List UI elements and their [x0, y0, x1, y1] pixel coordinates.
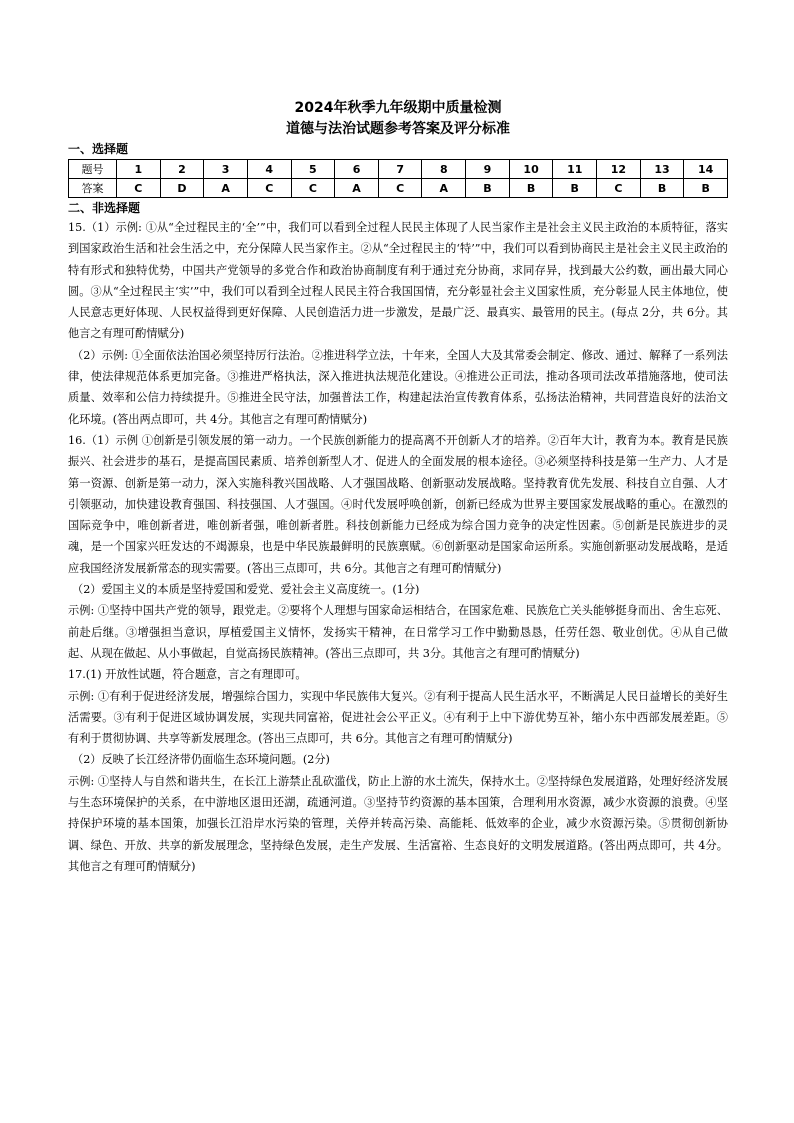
answer-cell: A [422, 179, 466, 198]
answer-cell: D [160, 179, 204, 198]
answer-cell: B [684, 179, 728, 198]
answer-paragraph-15-2: （2）示例: ①全面依法治国必须坚持厉行法治。②推进科学立法，十年来，全国人大及其常委会制定、修改、通过、解释了一系列法律，使法律规范体系更加完备。③推进严格执法，深入推进执法规范化建设。④推进公正司法，推动各项司法改革措施落地，使司法质量、效率和公信力持续提升。⑤推进全民守法，加强普法工作，构建起法治宣传教育体系，弘扬法治精神，共同营造良好的法治文化环境。(答出两点即可，共 4分。其他言之有理可酌情赋分) [68, 348, 728, 426]
question-number: 14 [684, 160, 728, 179]
answer-cell: C [378, 179, 422, 198]
page-title-line1: 2024年秋季九年级期中质量检测 [294, 100, 502, 116]
answer-paragraph-17-2: （2）反映了长江经济带仍面临生态环境问题。(2分) [72, 753, 330, 767]
answer-cell: B [553, 179, 597, 198]
question-number: 2 [160, 160, 204, 179]
question-number: 6 [335, 160, 379, 179]
answer-cell: A [335, 179, 379, 198]
answer-paragraph-15-1: 15.（1）示例: ①从“全过程民主的‘全’”中，我们可以看到全过程人民民主体现了人民当家作主是社会主义民主政治的本质特征，落实到国家政治生活和社会生活之中，充分保障人民当家作主。②从“全过程民主的‘特’”中，我们可以看到协商民主是社会主义民主政治的特有形式和独特优势，中国共产党领导的多党合作和政治协商制度有利于通过充分协商，求同存异，找到最大公约数，画出最大同心圆。③从“全过程民主‘实’”中，我们可以看到全过程人民民主符合我国国情，充分彰显社会主义国家性质，充分彰显人民主体地位，使人民意志更好体现、人民权益得到更好保障、人民创造活力进一步激发，是最广泛、最真实、最管用的民主。(每点 2分，共 6分。其他言之有理可酌情赋分) [68, 221, 728, 341]
answer-cell: B [640, 179, 684, 198]
question-number: 1 [117, 160, 161, 179]
answer-cell: C [247, 179, 291, 198]
answer-paragraph-17-1: 17.(1) 开放性试题，符合题意，言之有理即可。 [68, 668, 307, 682]
page-title-line2: 道德与法治试题参考答案及评分标准 [286, 121, 510, 137]
answer-paragraph-16-1: 16.（1）示例 ①创新是引领发展的第一动力。一个民族创新能力的提高离不开创新人才的培养。②百年大计，教育为本。教育是民族振兴、社会进步的基石，是提高国民素质、培养创新型人才、促进人的全面发展的根本途径。③必须坚持科技是第一生产力、人才是第一资源、创新是第一动力，深入实施科教兴国战略、人才强国战略、创新驱动发展战略。坚持教育优先发展、科技自立自强、人才引领驱动，加快建设教育强国、科技强国、人才强国。④时代发展呼唤创新，创新已经成为世界主要国家发展战略的重心。在激烈的国际竞争中，唯创新者进，唯创新者强，唯创新者胜。科技创新能力已经成为综合国力竞争的决定性因素。⑤创新是民族进步的灵魂，是一个国家兴旺发达的不竭源泉，也是中华民族最鲜明的民族禀赋。⑥创新驱动是国家命运所系。实施创新驱动发展战略，是适应我国经济发展新常态的现实需要。(答出三点即可，共 6分。其他言之有理可酌情赋分) [68, 433, 728, 575]
question-number-row [69, 160, 728, 179]
question-number: 7 [378, 160, 422, 179]
answer-sheet [68, 98, 728, 877]
answer-cell: C [291, 179, 335, 198]
section-heading-non-choice: 二、非选择题 [68, 201, 141, 215]
question-number: 10 [509, 160, 553, 179]
question-number: 5 [291, 160, 335, 179]
section-heading-choice: 一、选择题 [68, 142, 129, 156]
answer-cell: B [466, 179, 510, 198]
answer-row-label: 答案 [69, 179, 117, 198]
question-row-label: 题号 [69, 160, 117, 179]
question-number: 11 [553, 160, 597, 179]
question-number: 12 [597, 160, 641, 179]
answer-cell: A [204, 179, 248, 198]
answer-table [68, 159, 728, 198]
answer-paragraph-17-2-example: 示例: ①坚持人与自然和谐共生，在长江上游禁止乱砍滥伐，防止上游的水土流失，保持水土。②坚持绿色发展道路，处理好经济发展与生态环境保护的关系，在中游地区退田还湖，疏通河道。③坚持节约资源的基本国策，合理利用水资源，减少水资源的浪费。④坚持保护环境的基本国策，加强长江沿岸水污染的管理，关停并转高污染、高能耗、低效率的企业，减少水资源污染。⑤贯彻创新协调、绿色、开放、共享的新发展理念，坚持绿色发展，走生产发展、生活富裕、生态良好的文明发展道路。(答出两点即可，共 4分。其他言之有理可酌情赋分) [68, 774, 728, 873]
question-number: 13 [640, 160, 684, 179]
question-number: 4 [247, 160, 291, 179]
answer-cell: C [597, 179, 641, 198]
answer-paragraph-16-2: （2）爱国主义的本质是坚持爱国和爱党、爱社会主义高度统一。(1分) [72, 583, 420, 597]
answer-row [69, 179, 728, 198]
answer-paragraph-17-1-example: 示例: ①有利于促进经济发展，增强综合国力，实现中华民族伟大复兴。②有利于提高人民生活水平，不断满足人民日益增长的美好生活需要。③有利于促进区域协调发展，实现共同富裕，促进社会公平正义。④有利于上中下游优势互补，缩小东中西部发展差距。⑤有利于贯彻协调、共享等新发展理念。(答出三点即可，共 6分。其他言之有理可酌情赋分) [68, 689, 728, 746]
answer-paragraph-16-2-example: 示例: ①坚持中国共产党的领导，跟党走。②要将个人理想与国家命运相结合，在国家危难、民族危亡关头能够挺身而出、舍生忘死、前赴后继。③增强担当意识，厚植爱国主义情怀，发扬实干精神，在日常学习工作中勤勤恳恳，任劳任怨、敬业创优。④从自己做起、从现在做起、从小事做起，自觉高扬民族精神。(答出三点即可，共 3分。其他言之有理可酌情赋分) [68, 604, 728, 660]
answer-cell: B [509, 179, 553, 198]
answer-cell: C [117, 179, 161, 198]
question-number: 8 [422, 160, 466, 179]
question-number: 9 [466, 160, 510, 179]
question-number: 3 [204, 160, 248, 179]
